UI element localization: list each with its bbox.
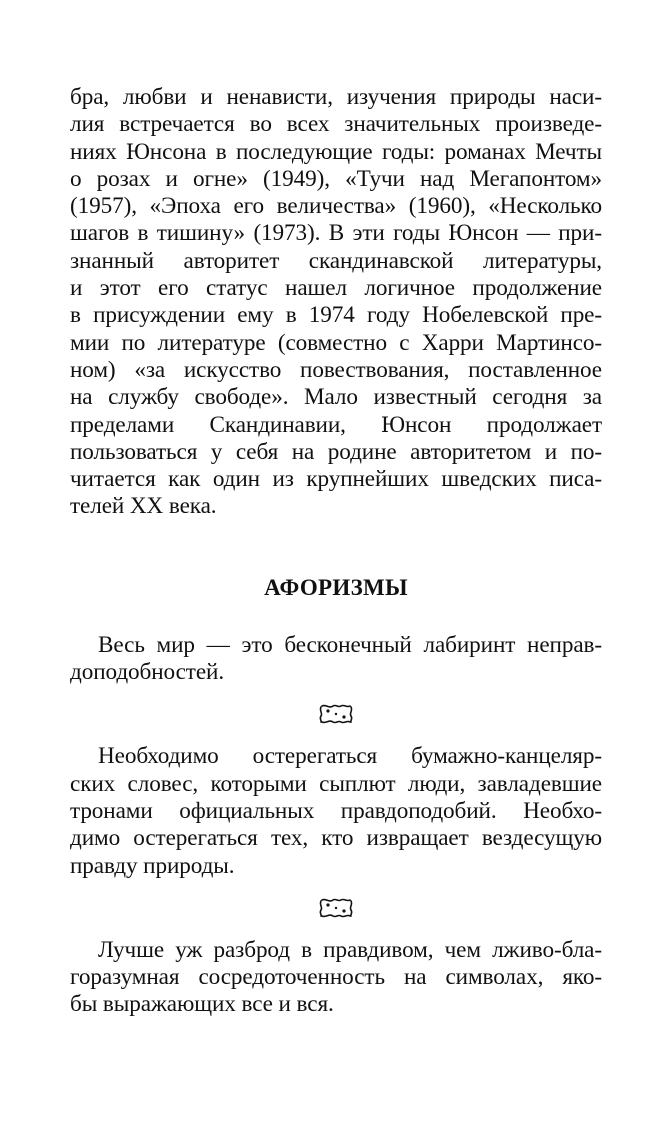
- text-line: знанный авторитет скандинавской литературы,: [70, 247, 602, 274]
- text-line: шагов в тишину» (1973). В эти годы Юнсон — при-: [70, 220, 602, 247]
- text-line: димо остерегаться тех, кто извращает вездесущую: [70, 825, 602, 852]
- text-line: (1957), «Эпоха его величества» (1960), «Несколько: [70, 193, 602, 220]
- text-line: и этот его статус нашел логичное продолжение: [70, 275, 602, 302]
- text-line: бра, любви и ненависти, изучения природы наси-: [70, 84, 602, 110]
- aphorism-2: [70, 743, 602, 879]
- text-line: телей XX века.: [70, 493, 217, 520]
- text-line: Весь мир — это бесконечный лабиринт неправ-: [98, 631, 602, 658]
- text-line: тронами официальных правдоподобий. Необхо-: [70, 797, 602, 824]
- text-line: горазумная сосредоточенность на символах, яко-: [70, 964, 602, 991]
- aphorism-3: [70, 937, 602, 1019]
- text-line: Лучше уж разброд в правдивом, чем лживо-бла-: [98, 936, 602, 963]
- text-line: правду природы.: [70, 852, 235, 879]
- text-line: на службу свободе». Мало известный сегодня за: [70, 384, 602, 411]
- text-line: ном) «за искусство повествования, поставленное: [70, 356, 602, 383]
- text-line: лия встречается во всех значительных произведе-: [70, 111, 602, 138]
- book-page: [70, 84, 602, 1019]
- text-line: Необходимо остерегаться бумажно-канцеляр-: [98, 743, 602, 770]
- section-heading: АФОРИЗМЫ: [264, 574, 408, 600]
- text-line: ских словес, которыми сыплют люди, завладевшие: [70, 770, 602, 797]
- text-line: читается как один из крупнейших шведских писа-: [70, 466, 602, 493]
- text-line: пределами Скандинавии, Юнсон продолжает: [70, 411, 602, 438]
- aphorism-1: [70, 632, 602, 687]
- text-line: мии по литературе (совместно с Харри Мартинсо-: [70, 329, 602, 356]
- text-line: в присуждении ему в 1974 году Нобелевской пре-: [70, 302, 602, 329]
- text-line: пользоваться у себя на родине авторитетом и по-: [70, 438, 602, 465]
- floral-separator-icon: [316, 897, 356, 919]
- intro-paragraph: [70, 84, 602, 521]
- text-line: доподобностей.: [70, 659, 225, 686]
- floral-separator-icon: [316, 703, 356, 725]
- text-line: о розах и огне» (1949), «Тучи над Мегапонтом»: [70, 165, 602, 192]
- text-line: бы выражающих все и вся.: [70, 991, 334, 1018]
- text-line: ниях Юнсона в последующие годы: романах Мечты: [70, 138, 602, 165]
